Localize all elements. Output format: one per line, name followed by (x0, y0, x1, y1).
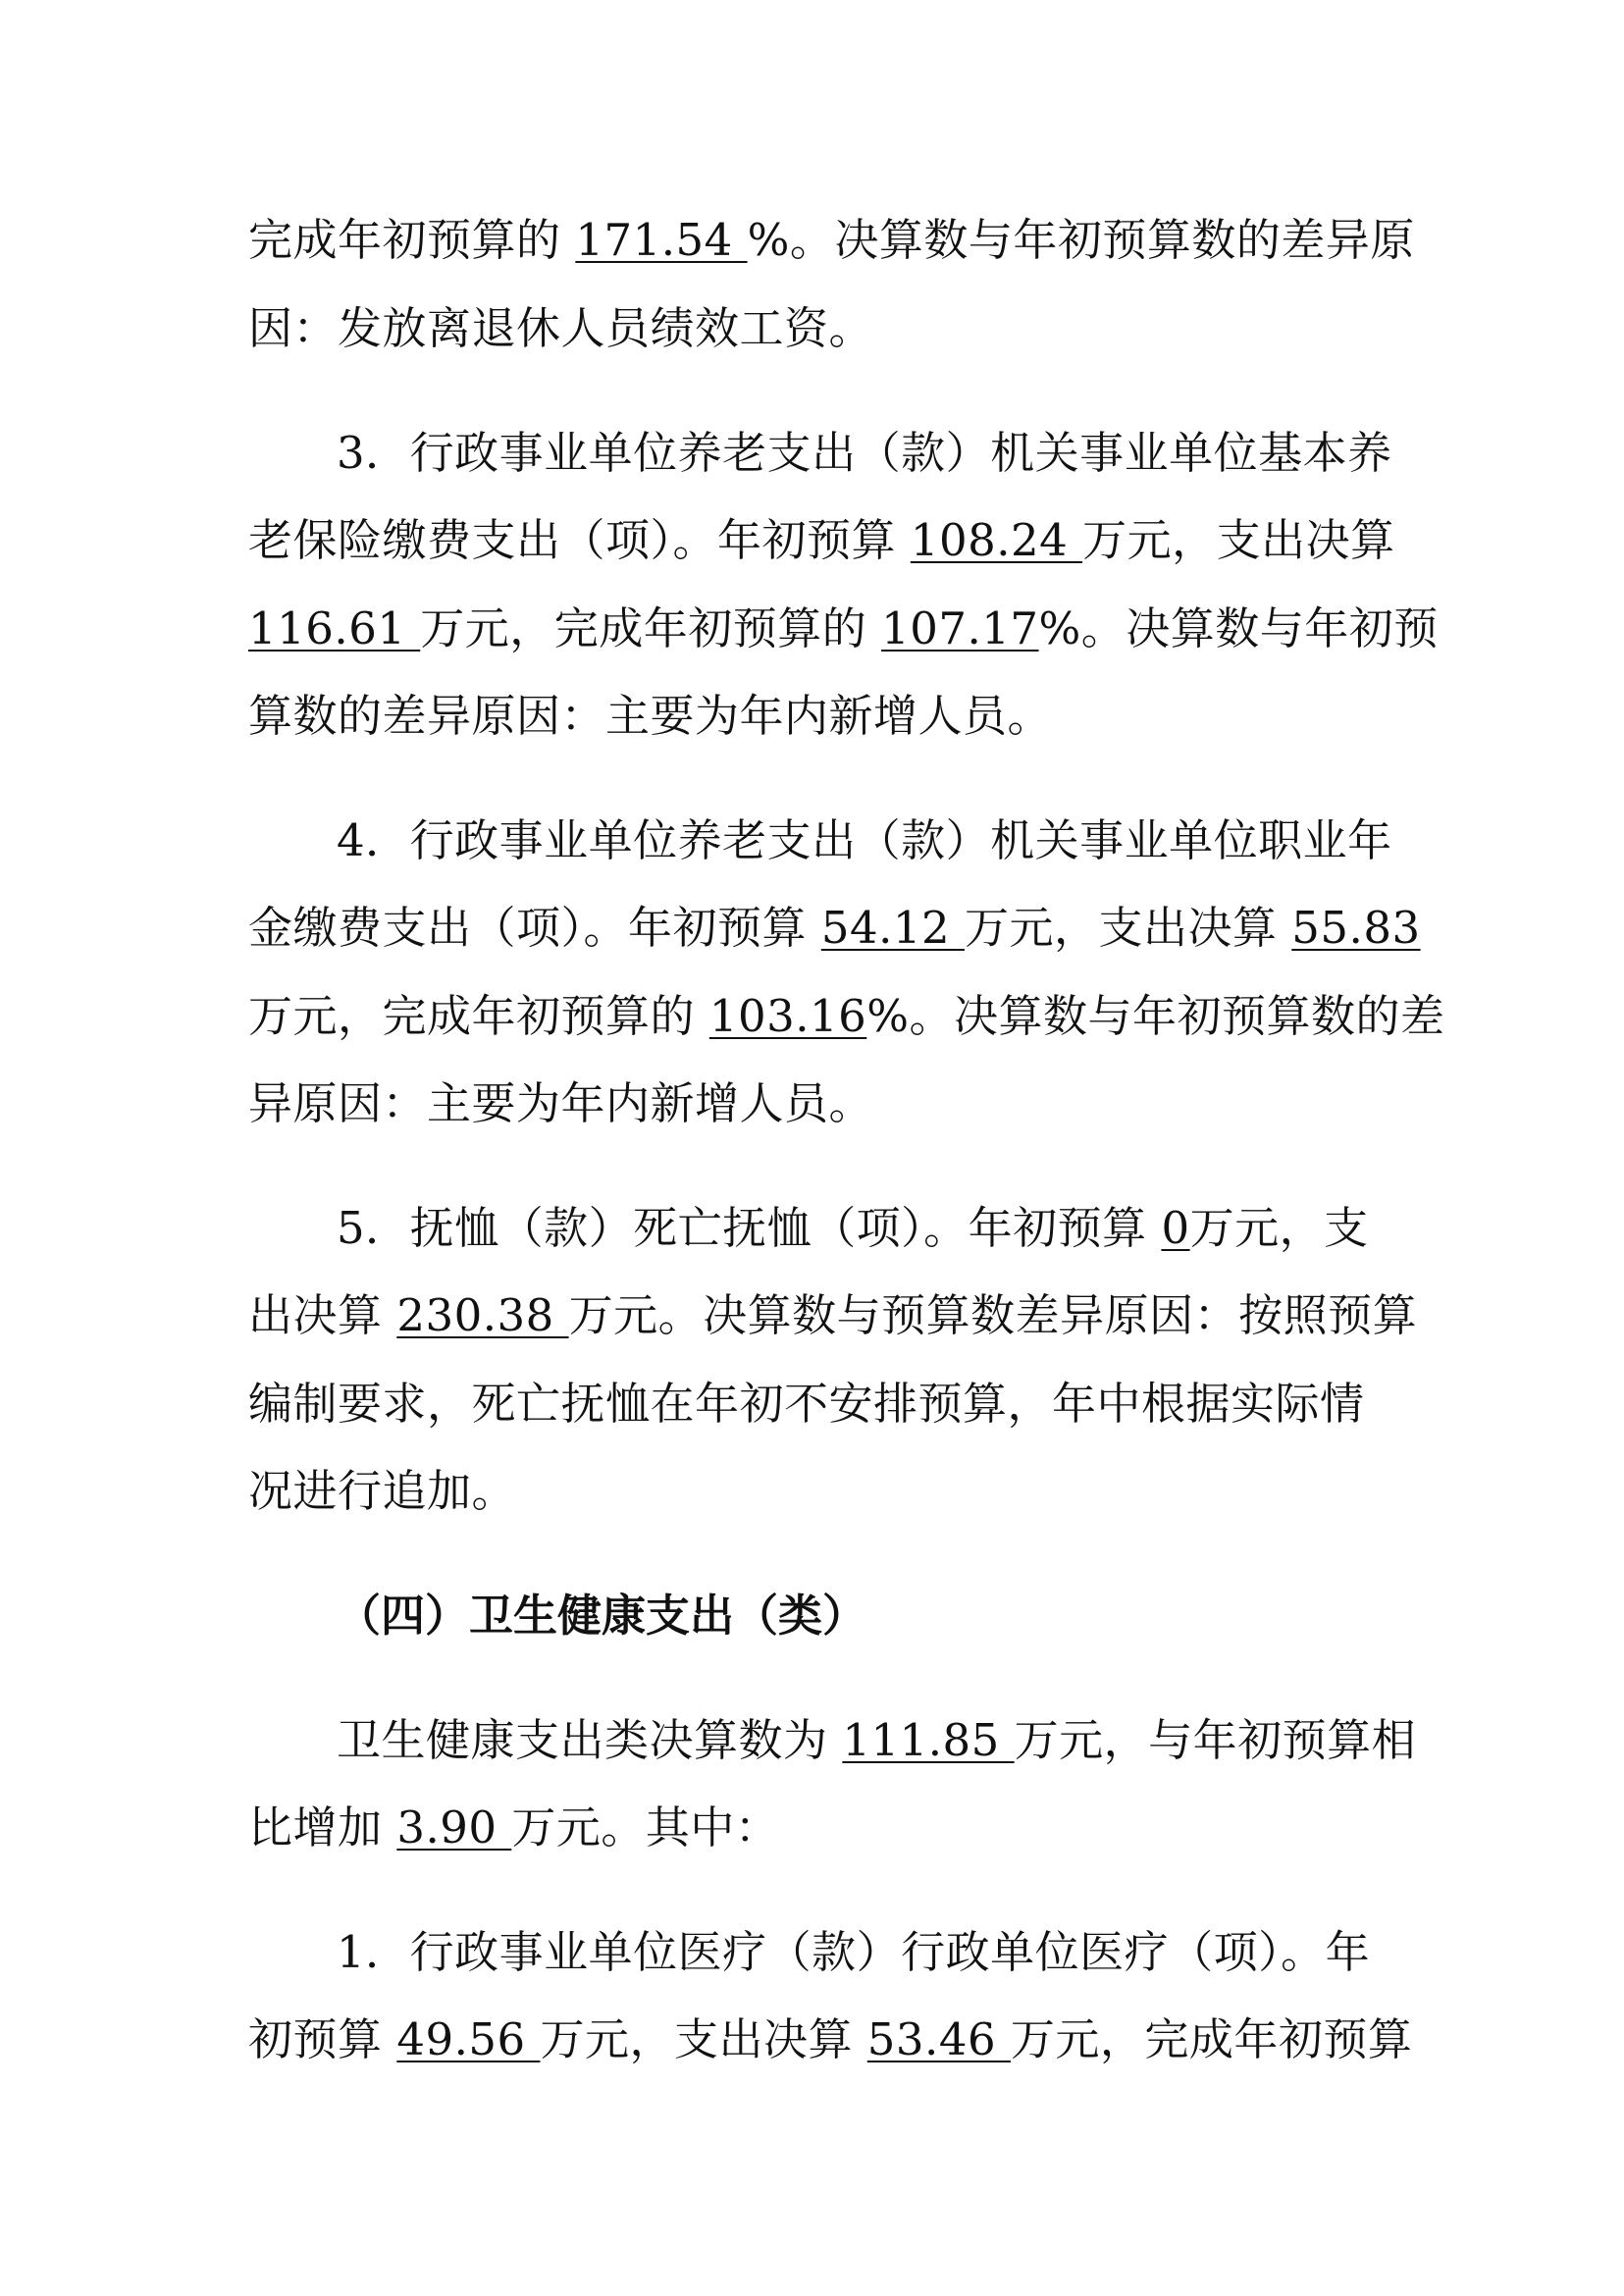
underlined-value: 108.24 (910, 514, 1083, 566)
text-line: 算数的差异原因：主要为年内新增人员。 (248, 690, 1053, 742)
underlined-value: 0 (1161, 1202, 1190, 1254)
text-line: 异原因：主要为年内新增人员。 (248, 1077, 874, 1129)
text-line: 4．行政事业单位养老支出（款）机关事业单位职业年 (337, 814, 1392, 866)
underlined-value: 3.90 (396, 1801, 512, 1853)
text-line: 116.61 万元，完成年初预算的 107.17%。决算数与年初预 (248, 602, 1439, 654)
text-line: 况进行追加。 (248, 1465, 517, 1517)
underlined-value: 116.61 (248, 602, 421, 654)
text-line: 初预算 49.56 万元，支出决算 53.46 万元，完成年初预算 (248, 2013, 1413, 2065)
underlined-value: 53.46 (866, 2013, 1011, 2065)
underlined-value: 111.85 (842, 1714, 1015, 1766)
underlined-value: 55.83 (1291, 902, 1421, 954)
underlined-value: 107.17 (881, 602, 1039, 654)
text-line: 因：发放离退休人员绩效工资。 (248, 302, 874, 354)
underlined-value: 103.16 (708, 990, 867, 1042)
text-line: 3．行政事业单位养老支出（款）机关事业单位基本养 (337, 427, 1392, 479)
text-line: 编制要求，死亡抚恤在年初不安排预算，年中根据实际情 (248, 1378, 1365, 1430)
underlined-value: 54.12 (820, 902, 965, 954)
text-line: 万元，完成年初预算的 103.16%。决算数与年初预算数的差 (248, 990, 1445, 1042)
text-line: 老保险缴费支出（项）。年初预算 108.24 万元，支出决算 (248, 514, 1395, 566)
underlined-value: 49.56 (396, 2013, 541, 2065)
underlined-value: 230.38 (396, 1289, 569, 1341)
text-line: 1．行政事业单位医疗（款）行政单位医疗（项）。年 (337, 1926, 1371, 1978)
text-line: 完成年初预算的 171.54 %。决算数与年初预算数的差异原 (248, 214, 1415, 266)
text-line: 金缴费支出（项）。年初预算 54.12 万元，支出决算 55.83 (248, 902, 1421, 954)
underlined-value: 171.54 (575, 214, 748, 266)
text-line: 比增加 3.90 万元。其中： (248, 1801, 780, 1853)
section-heading: （四）卫生健康支出（类） (337, 1590, 867, 1642)
text-line: 5．抚恤（款）死亡抚恤（项）。年初预算 0万元，支 (337, 1202, 1369, 1254)
text-line: 卫生健康支出类决算数为 111.85 万元，与年初预算相 (337, 1714, 1417, 1766)
text-line: 出决算 230.38 万元。决算数与预算数差异原因：按照预算 (248, 1289, 1418, 1341)
